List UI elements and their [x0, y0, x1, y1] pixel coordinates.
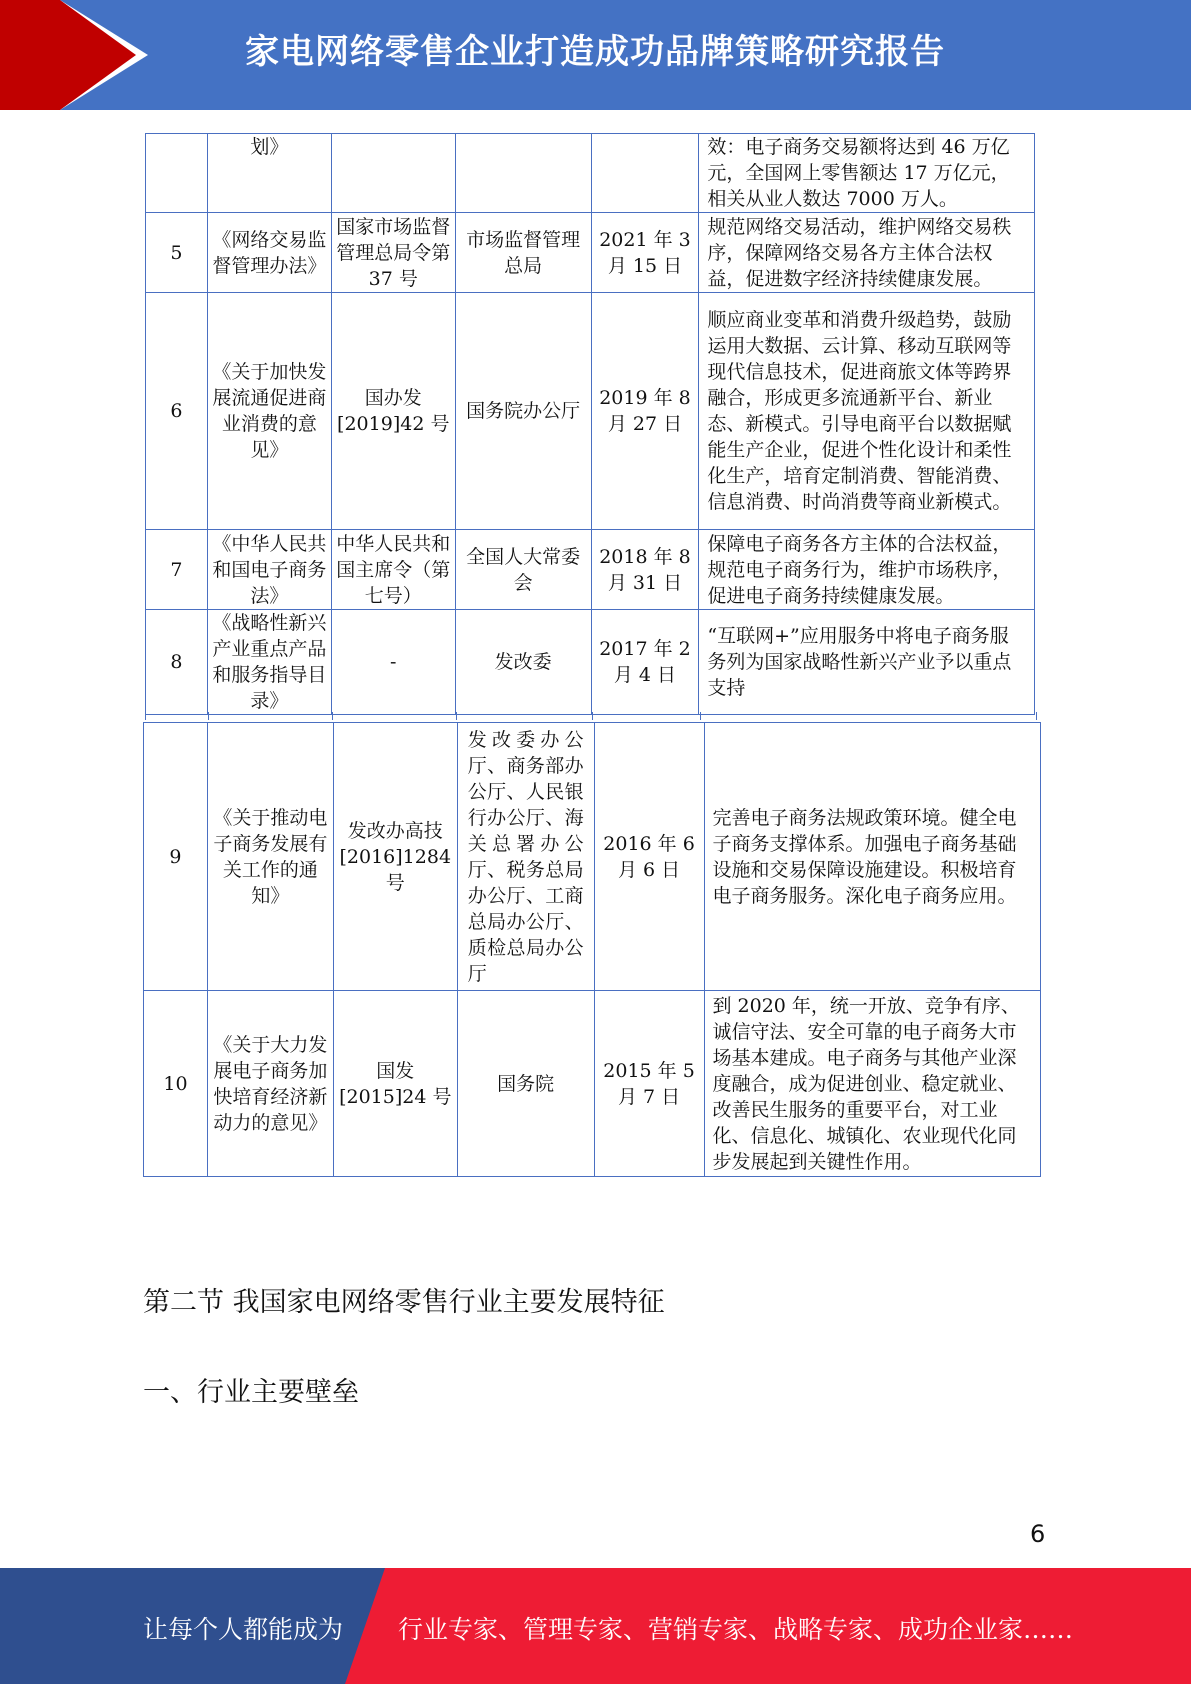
row-number: 8 — [146, 610, 208, 715]
issue-date — [591, 134, 699, 213]
row-number: 5 — [146, 213, 208, 293]
table-row — [146, 213, 1035, 293]
issuing-department: 发改委办公厅、商务部办公厅、人民银行办公厅、海关总署办公厅、税务总局办公厅、工商总局办公厅、质检总局办公厅 — [457, 723, 594, 991]
subsection-heading: 一、行业主要壁垒 — [143, 1377, 359, 1408]
page-header — [0, 0, 1191, 110]
issue-date: 2021 年 3 月 15 日 — [591, 213, 699, 293]
page-number: 6 — [1030, 1520, 1046, 1548]
policy-name: 《战略性新兴产业重点产品和服务指导目录》 — [207, 610, 331, 715]
policy-name: 划》 — [207, 134, 331, 213]
table-page-break — [145, 712, 1037, 720]
policy-content: 保障电子商务各方主体的合法权益，规范电子商务行为，维护市场秩序，促进电子商务持续健康发展。 — [699, 530, 1035, 610]
issuing-department: 全国人大常委会 — [455, 530, 591, 610]
document-number: 发改办高技 [2016]1284 号 — [333, 723, 457, 991]
issuing-department: 国务院办公厅 — [455, 293, 591, 530]
document-number: 国发 [2015]24 号 — [333, 991, 457, 1177]
policy-table-top — [145, 133, 1035, 715]
header-red-block — [0, 0, 60, 110]
report-title: 家电网络零售企业打造成功品牌策略研究报告 — [245, 32, 945, 72]
row-number: 9 — [144, 723, 208, 991]
policy-name: 《关于推动电子商务发展有关工作的通知》 — [207, 723, 333, 991]
row-number: 6 — [146, 293, 208, 530]
issuing-department: 发改委 — [455, 610, 591, 715]
table-row — [146, 134, 1035, 213]
table-row — [144, 991, 1041, 1177]
table-row — [144, 723, 1041, 991]
header-red-chevron — [60, 0, 136, 110]
policy-table-bottom — [143, 722, 1041, 1177]
policy-content: 完善电子商务法规政策环境。健全电子商务支撑体系。加强电子商务基础设施和交易保障设施建设。积极培育电子商务服务。深化电子商务应用。 — [704, 723, 1041, 991]
row-number — [146, 134, 208, 213]
row-number: 10 — [144, 991, 208, 1177]
issue-date: 2019 年 8 月 27 日 — [591, 293, 699, 530]
document-number: 国办发 [2019]42 号 — [331, 293, 455, 530]
table-row — [146, 293, 1035, 530]
table-row — [146, 610, 1035, 715]
issue-date: 2015 年 5 月 7 日 — [594, 991, 704, 1177]
issue-date: 2017 年 2 月 4 日 — [591, 610, 699, 715]
policy-name: 《关于大力发展电子商务加快培育经济新动力的意见》 — [207, 991, 333, 1177]
issuing-department: 国务院 — [457, 991, 594, 1177]
policy-content: “互联网+”应用服务中将电子商务服务列为国家战略性新兴产业予以重点支持 — [699, 610, 1035, 715]
document-number — [331, 134, 455, 213]
policy-name: 《中华人民共和国电子商务法》 — [207, 530, 331, 610]
policy-content: 顺应商业变革和消费升级趋势，鼓励运用大数据、云计算、移动互联网等现代信息技术，促进商旅文体等跨界融合，形成更多流通新平台、新业态、新模式。引导电商平台以数据赋能生产企业，促进个性化设计和柔性化生产，培育定制消费、智能消费、信息消费、时尚消费等商业新模式。 — [699, 293, 1035, 530]
issue-date: 2016 年 6 月 6 日 — [594, 723, 704, 991]
issuing-department: 市场监督管理总局 — [455, 213, 591, 293]
issuing-department — [455, 134, 591, 213]
policy-content: 到 2020 年，统一开放、竞争有序、诚信守法、安全可靠的电子商务大市场基本建成。电子商务与其他产业深度融合，成为促进创业、稳定就业、改善民生服务的重要平台，对工业化、信息化、城镇化、农业现代化同步发展起到关键性作用。 — [704, 991, 1041, 1177]
table-row — [146, 530, 1035, 610]
row-number: 7 — [146, 530, 208, 610]
section-heading: 第二节 我国家电网络零售行业主要发展特征 — [143, 1287, 665, 1318]
policy-name: 《关于加快发展流通促进商业消费的意见》 — [207, 293, 331, 530]
issue-date: 2018 年 8 月 31 日 — [591, 530, 699, 610]
footer-slogan-left: 让每个人都能成为 — [143, 1615, 344, 1644]
footer-slogan-right: 行业专家、管理专家、营销专家、战略专家、成功企业家…… — [398, 1615, 1074, 1644]
policy-content: 效：电子商务交易额将达到 46 万亿元，全国网上零售额达 17 万亿元，相关从业人数达 7000 万人。 — [699, 134, 1035, 213]
document-number: - — [331, 610, 455, 715]
page-footer — [0, 1568, 1191, 1684]
policy-content: 规范网络交易活动，维护网络交易秩序，保障网络交易各方主体合法权益，促进数字经济持续健康发展。 — [699, 213, 1035, 293]
policy-name: 《网络交易监督管理办法》 — [207, 213, 331, 293]
document-number: 国家市场监督管理总局令第 37 号 — [331, 213, 455, 293]
document-number: 中华人民共和国主席令（第七号） — [331, 530, 455, 610]
